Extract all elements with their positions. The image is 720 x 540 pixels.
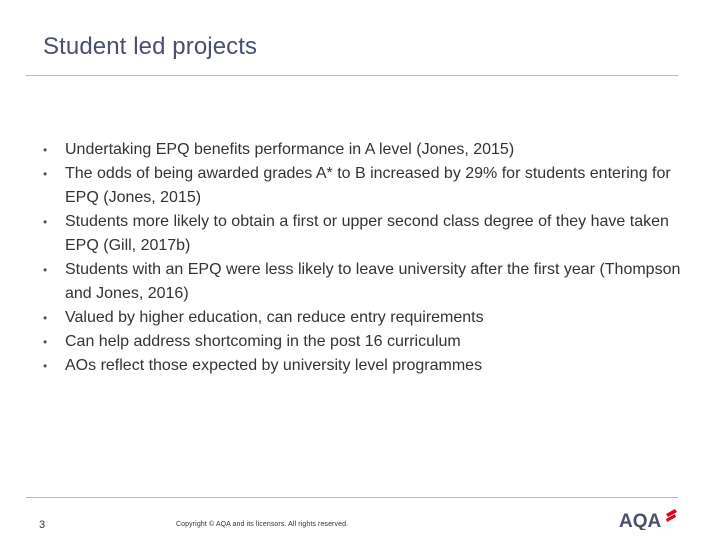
bullet-text: The odds of being awarded grades A* to B increased by 29% for students entering for EPQ (Jones, 2015) bbox=[65, 165, 671, 206]
bullet-item bbox=[43, 162, 683, 210]
bullet-marker: • bbox=[43, 263, 48, 277]
bullet-item bbox=[43, 330, 683, 354]
bullet-list bbox=[43, 138, 683, 378]
copyright-notice: Copyright © AQA and its licensors. All rights reserved. bbox=[176, 521, 349, 528]
bullet-text: AOs reflect those expected by university level programmes bbox=[65, 357, 483, 374]
bullet-item bbox=[43, 138, 683, 162]
bullet-marker: • bbox=[43, 359, 48, 373]
bullet-text: Valued by higher education, can reduce entry requirements bbox=[65, 309, 484, 326]
bullet-text: Undertaking EPQ benefits performance in A level (Jones, 2015) bbox=[65, 141, 515, 158]
bullet-text: Can help address shortcoming in the post 16 curriculum bbox=[65, 333, 461, 350]
bullet-marker: • bbox=[43, 167, 48, 181]
bullet-marker: • bbox=[43, 335, 48, 349]
bullet-marker: • bbox=[43, 311, 48, 325]
bullet-item bbox=[43, 210, 683, 258]
bullet-text: Students with an EPQ were less likely to leave university after the first year (Thompson and Jones, 2016) bbox=[65, 261, 681, 302]
bullet-item bbox=[43, 354, 683, 378]
bullet-marker: • bbox=[43, 143, 48, 157]
bullet-item bbox=[43, 258, 683, 306]
footer-divider bbox=[26, 497, 678, 498]
bullet-marker: • bbox=[43, 215, 48, 229]
title-divider bbox=[26, 75, 678, 76]
aqa-logo bbox=[619, 508, 679, 530]
bullet-item bbox=[43, 306, 683, 330]
page-number: 3 bbox=[39, 519, 46, 531]
aqa-logo-text: AQA bbox=[619, 511, 662, 530]
bullet-text: Students more likely to obtain a first or upper second class degree of they have taken EPQ (Gill, 2017b) bbox=[65, 213, 669, 254]
slide-title: Student led projects bbox=[43, 33, 258, 60]
